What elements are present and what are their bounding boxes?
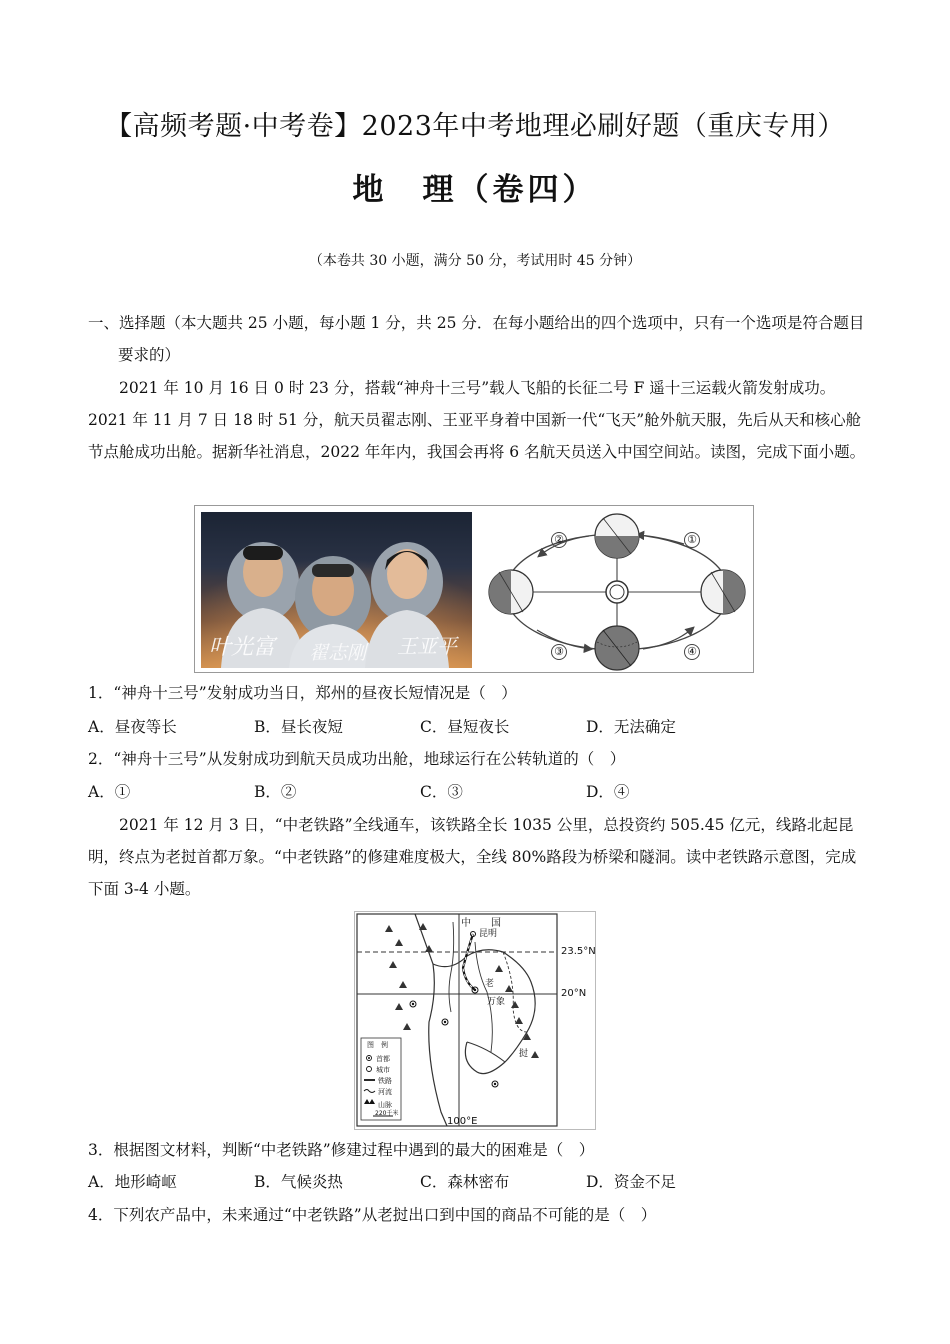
legend-railway: 铁路 — [378, 1077, 392, 1085]
earth-right — [701, 570, 745, 614]
legend-scale: 220千米 — [375, 1110, 399, 1117]
figure-astronauts-orbit — [194, 505, 754, 673]
map-label-laos-2: 挝 — [519, 1049, 529, 1059]
legend-river: 河流 — [378, 1088, 392, 1096]
name-zhai-zhigang: 翟志刚 — [309, 642, 367, 664]
section-heading: 一、选择题（本大题共 25 小题，每小题 1 分，共 25 分．在每小题给出的四个选项中，只有一个选项是符合题目要求的） — [88, 314, 865, 364]
passage-2: 2021 年 12 月 3 日，“中老铁路”全线通车，该铁路全长 1035 公里，总投资约 505.45 亿元，线路北起昆明，终点为老挝首都万象。“中老铁路”的修建难度极大，全线 80%路段为桥梁和隧洞。读中老铁路示意图，完成下面 3-4 小题。 — [88, 816, 857, 898]
q2-option-b[interactable]: B．② — [254, 783, 297, 801]
name-ye-guangfu: 叶光富 — [209, 635, 276, 660]
q2-option-a[interactable]: A．① — [88, 783, 131, 801]
passage-1: 2021 年 10 月 16 日 0 时 23 分，搭载“神舟十三号”载人飞船的长征二号 F 遥十三运载火箭发射成功。2021 年 11 月 7 日 18 时 51 分，航天员翟志刚、王亚平身着中国新一代“飞天”舱外航天服，先后从天和核心舱节点舱成功出舱。据新华社消息，2022 年年内，我国会再将 6 名航天员送入中国空间站。读图，完成下面小题。 — [88, 379, 866, 461]
q3-option-c[interactable]: C．森林密布 — [420, 1173, 510, 1191]
earth-top — [595, 514, 639, 558]
q3-option-d[interactable]: D．资金不足 — [586, 1173, 676, 1191]
exam-subtitle: 地 理（卷四） — [352, 172, 598, 208]
exam-title: 【高频考题·中考卷】2023年中考地理必刷好题（重庆专用） — [105, 111, 845, 142]
question-4-stem: 4．下列农产品中，未来通过“中老铁路”从老挝出口到中国的商品不可能的是（ ） — [88, 1206, 657, 1224]
name-wang-yaping: 王亚平 — [397, 634, 457, 658]
map-label-vientiane: 万象 — [487, 997, 506, 1007]
q1-option-c[interactable]: C．昼短夜长 — [420, 718, 510, 736]
question-1-stem: 1．“神舟十三号”发射成功当日，郑州的昼夜长短情况是（ ） — [88, 684, 517, 702]
legend-city: 城市 — [376, 1066, 390, 1074]
orbit-label-1: ① — [684, 532, 700, 548]
astronaut-photo — [201, 512, 472, 668]
question-1-options — [88, 711, 866, 743]
legend-title: 图 例 — [367, 1041, 388, 1049]
earth-bottom — [595, 626, 639, 670]
earth-orbit-diagram — [479, 506, 753, 672]
earth-left — [489, 570, 533, 614]
orbit-label-2: ② — [551, 532, 567, 548]
map-label-laos: 老 — [485, 979, 495, 989]
question-3-options — [88, 1166, 866, 1198]
q1-option-a[interactable]: A．昼夜等长 — [88, 718, 177, 736]
legend-mountain: 山脉 — [378, 1101, 392, 1109]
map-label-tropic: 23.5°N — [561, 946, 596, 957]
question-3-stem: 3．根据图文材料，判断“中老铁路”修建过程中遇到的最大的困难是（ ） — [88, 1141, 595, 1159]
orbit-label-4: ④ — [684, 644, 700, 660]
orbit-label-3: ③ — [551, 644, 567, 660]
question-2-options — [88, 776, 866, 808]
q2-option-d[interactable]: D．④ — [586, 783, 630, 801]
q1-option-d[interactable]: D．无法确定 — [586, 718, 676, 736]
figure-china-laos-railway-map — [354, 911, 596, 1130]
q1-option-b[interactable]: B．昼长夜短 — [254, 718, 343, 736]
exam-note: （本卷共 30 小题，满分 50 分，考试用时 45 分钟） — [308, 253, 642, 269]
q2-option-c[interactable]: C．③ — [420, 783, 463, 801]
question-2-stem: 2．“神舟十三号”从发射成功到航天员成功出舱，地球运行在公转轨道的（ ） — [88, 750, 626, 768]
q3-option-a[interactable]: A．地形崎岖 — [88, 1173, 177, 1191]
legend-capital: 首都 — [376, 1055, 390, 1063]
q3-option-b[interactable]: B．气候炎热 — [254, 1173, 343, 1191]
map-label-20n: 20°N — [561, 988, 587, 999]
map-label-kunming: 昆明 — [479, 929, 498, 939]
map-label-100e: 100°E — [447, 1116, 478, 1127]
map-label-china: 中 国 — [461, 918, 501, 929]
